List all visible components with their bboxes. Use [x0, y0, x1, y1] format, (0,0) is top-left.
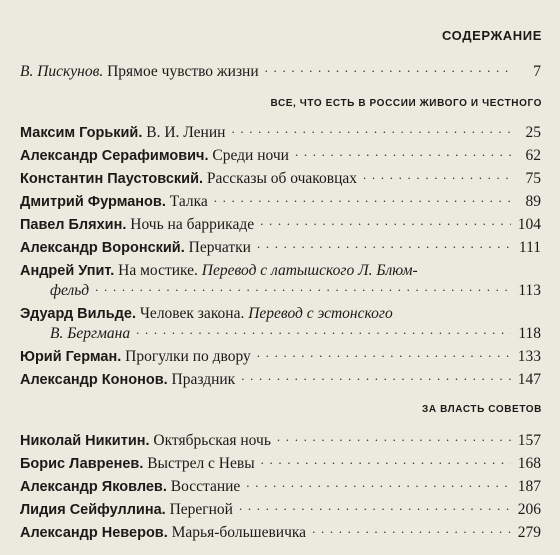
toc-entry	[20, 454, 541, 474]
entry-author: Андрей Упит.	[20, 263, 115, 279]
entry-page: 111	[518, 239, 541, 256]
entry-title: Перегной	[169, 501, 233, 518]
entry-title: Марья-большевичка	[171, 524, 307, 541]
entry-title: Прогулки по двору	[125, 348, 251, 365]
toc-entry	[20, 523, 541, 543]
entry-title: Рассказы об очаковцах	[206, 170, 358, 187]
entry-page: 118	[518, 325, 541, 342]
leader-dots	[239, 502, 511, 516]
toc-entry	[20, 370, 541, 390]
entry-title: Праздник	[171, 371, 236, 388]
leader-dots	[261, 456, 511, 470]
entry-author: Эдуард Вильде.	[20, 306, 136, 322]
leader-dots	[246, 479, 511, 493]
leader-dots	[231, 125, 511, 139]
entry-title: Октябрьская ночь	[153, 432, 271, 449]
entry-author: В. Пискунов.	[20, 63, 104, 80]
entry-page: 25	[525, 124, 541, 141]
entry-author: Павел Бляхин.	[20, 217, 127, 233]
toc-entry	[20, 261, 541, 301]
entry-translation-cont: фельд	[50, 282, 90, 299]
entry-page: 62	[525, 147, 541, 164]
entry-translation-cont: В. Бергмана	[50, 325, 131, 342]
toc-entry	[20, 123, 541, 143]
entry-title: Выстрел с Невы	[147, 455, 255, 472]
toc-heading: СОДЕРЖАНИЕ	[442, 28, 542, 43]
entry-title: Восстание	[170, 478, 241, 495]
entry-author: Максим Горький.	[20, 125, 143, 141]
entry-translation-note: Перевод с латышского Л. Блюм-	[201, 262, 418, 279]
toc-entry	[20, 169, 541, 189]
leader-dots	[363, 171, 511, 185]
leader-dots	[95, 283, 511, 297]
entry-title: Талка	[169, 193, 208, 210]
leader-dots	[241, 372, 511, 386]
leader-dots	[257, 240, 511, 254]
entry-author: Александр Неверов.	[20, 525, 168, 541]
entry-page: 104	[517, 216, 541, 233]
entry-translation-note: Перевод с эстонского	[248, 305, 393, 322]
leader-dots	[277, 433, 511, 447]
entry-page: 168	[517, 455, 541, 472]
entry-author: Александр Яковлев.	[20, 479, 167, 495]
entry-title: Перчатки	[188, 239, 251, 256]
entry-page: 89	[525, 193, 541, 210]
leader-dots	[214, 194, 511, 208]
toc-entry	[20, 304, 541, 344]
entry-page: 147	[517, 371, 541, 388]
entry-page: 279	[517, 524, 541, 541]
toc-entry	[20, 146, 541, 166]
entry-title: Человек закона.	[139, 305, 245, 322]
entry-author: Николай Никитин.	[20, 433, 150, 449]
toc-entry	[20, 238, 541, 258]
entry-author: Константин Паустовский.	[20, 171, 204, 187]
leader-dots	[312, 525, 511, 539]
entry-page: 75	[525, 170, 541, 187]
entry-page: 133	[517, 348, 541, 365]
toc-entry	[20, 500, 541, 520]
section-heading: ЗА ВЛАСТЬ СОВЕТОВ	[422, 404, 542, 415]
entry-author: Александр Воронский.	[20, 240, 185, 256]
entry-author: Юрий Герман.	[20, 349, 122, 365]
entry-title: Прямое чувство жизни	[107, 63, 259, 80]
toc-entry	[20, 192, 541, 212]
entry-page: 206	[517, 501, 541, 518]
leader-dots	[257, 349, 511, 363]
entry-page: 113	[518, 282, 541, 299]
entry-author: Александр Кононов.	[20, 372, 168, 388]
entry-author: Дмитрий Фурманов.	[20, 194, 166, 210]
toc-entry	[20, 215, 541, 235]
toc-entry	[20, 431, 541, 451]
toc-entry	[20, 347, 541, 367]
leader-dots	[265, 64, 511, 78]
entry-page: 7	[533, 63, 541, 80]
entry-page: 157	[517, 432, 541, 449]
entry-page: 187	[517, 478, 541, 495]
toc-entry-intro	[20, 62, 541, 82]
leader-dots	[260, 217, 511, 231]
entry-title: На мостике.	[118, 262, 198, 279]
entry-author: Борис Лавренев.	[20, 456, 144, 472]
section-heading: ВСЕ, ЧТО ЕСТЬ В РОССИИ ЖИВОГО И ЧЕСТНОГО	[270, 98, 542, 109]
entry-title: Среди ночи	[212, 147, 289, 164]
toc-entry	[20, 477, 541, 497]
entry-title: Ночь на баррикаде	[130, 216, 255, 233]
entry-author: Лидия Сейфуллина.	[20, 502, 166, 518]
entry-author: Александр Серафимович.	[20, 148, 209, 164]
leader-dots	[295, 148, 511, 162]
leader-dots	[136, 326, 511, 340]
entry-title: В. И. Ленин	[146, 124, 226, 141]
